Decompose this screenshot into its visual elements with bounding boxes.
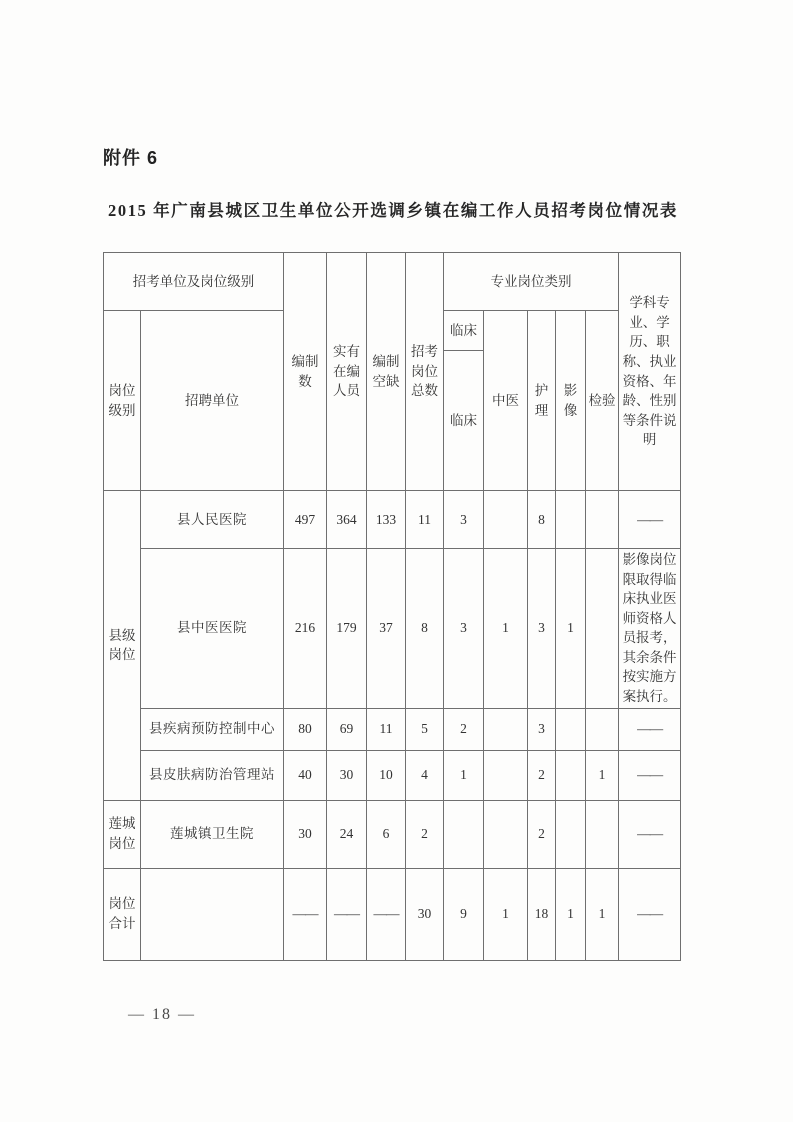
- cell-clinical: 2: [444, 708, 484, 750]
- header-actual-staff: 实有在编人员: [327, 253, 367, 491]
- attachment-label: 附件 6: [103, 148, 159, 168]
- header-recruiting-unit: 招聘单位: [141, 311, 284, 491]
- cell-imaging: [556, 708, 586, 750]
- group-label-liancheng: 莲城岗位: [104, 800, 141, 868]
- table-row: [104, 549, 681, 709]
- cell-vacancy: 37: [367, 549, 406, 709]
- cell-lab: 1: [586, 868, 619, 960]
- cell-total: 11: [406, 491, 444, 549]
- table-row: [104, 491, 681, 549]
- cell-nursing: 3: [528, 549, 556, 709]
- cell-actual: ——: [327, 868, 367, 960]
- cell-lab: [586, 491, 619, 549]
- cell-clinical: 1: [444, 750, 484, 800]
- cell-nursing: 8: [528, 491, 556, 549]
- cell-conditions: ——: [619, 491, 681, 549]
- cell-total: 30: [406, 868, 444, 960]
- header-staffing-quota: 编制数: [284, 253, 327, 491]
- cell-vacancy: 11: [367, 708, 406, 750]
- cell-actual: 30: [327, 750, 367, 800]
- cell-total: 8: [406, 549, 444, 709]
- cell-quota: 80: [284, 708, 327, 750]
- table-row: [104, 750, 681, 800]
- header-row-top: [104, 253, 681, 311]
- cell-unit: 县中医医院: [141, 549, 284, 709]
- cell-nursing: 2: [528, 800, 556, 868]
- cell-quota: 216: [284, 549, 327, 709]
- cell-nursing: 18: [528, 868, 556, 960]
- cell-lab: [586, 708, 619, 750]
- header-imaging: 影像: [556, 311, 586, 491]
- cell-imaging: 1: [556, 868, 586, 960]
- cell-conditions: ——: [619, 868, 681, 960]
- cell-vacancy: 133: [367, 491, 406, 549]
- table-row: [104, 800, 681, 868]
- total-row: [104, 868, 681, 960]
- cell-lab: 1: [586, 750, 619, 800]
- cell-conditions: ——: [619, 800, 681, 868]
- header-clinical-upper: 临床: [444, 311, 484, 351]
- cell-clinical: 3: [444, 549, 484, 709]
- cell-imaging: [556, 750, 586, 800]
- header-position-level: 岗位级别: [104, 311, 141, 491]
- cell-actual: 24: [327, 800, 367, 868]
- cell-quota: ——: [284, 868, 327, 960]
- cell-tcm: [484, 491, 528, 549]
- cell-total: 5: [406, 708, 444, 750]
- cell-imaging: [556, 800, 586, 868]
- cell-total: 4: [406, 750, 444, 800]
- header-specialty-group: 专业岗位类别: [444, 253, 619, 311]
- cell-tcm: [484, 800, 528, 868]
- cell-actual: 69: [327, 708, 367, 750]
- cell-unit-empty: [141, 868, 284, 960]
- header-clinical-lower: 临床: [444, 351, 484, 491]
- cell-lab: [586, 549, 619, 709]
- cell-tcm: 1: [484, 549, 528, 709]
- cell-conditions-note: 影像岗位限取得临床执业医师资格人员报考，其余条件按实施方案执行。: [619, 549, 681, 709]
- cell-quota: 30: [284, 800, 327, 868]
- header-staffing-vacancy: 编制空缺: [367, 253, 406, 491]
- group-label-county: 县级岗位: [104, 491, 141, 801]
- page-number: — 18 —: [128, 1006, 196, 1023]
- cell-vacancy: ——: [367, 868, 406, 960]
- total-row-label: 岗位合计: [104, 868, 141, 960]
- cell-actual: 179: [327, 549, 367, 709]
- header-tcm: 中医: [484, 311, 528, 491]
- document-title: 2015 年广南县城区卫生单位公开选调乡镇在编工作人员招考岗位情况表: [108, 201, 679, 220]
- table-row: [104, 708, 681, 750]
- cell-nursing: 2: [528, 750, 556, 800]
- header-unit-and-level: 招考单位及岗位级别: [104, 253, 284, 311]
- cell-clinical: 9: [444, 868, 484, 960]
- cell-conditions: ——: [619, 750, 681, 800]
- cell-nursing: 3: [528, 708, 556, 750]
- cell-tcm: 1: [484, 868, 528, 960]
- header-nursing: 护理: [528, 311, 556, 491]
- cell-tcm: [484, 708, 528, 750]
- recruitment-positions-table: [103, 252, 681, 961]
- cell-unit: 县疾病预防控制中心: [141, 708, 284, 750]
- cell-vacancy: 6: [367, 800, 406, 868]
- cell-clinical: 3: [444, 491, 484, 549]
- cell-unit: 县皮肤病防治管理站: [141, 750, 284, 800]
- cell-unit: 莲城镇卫生院: [141, 800, 284, 868]
- cell-quota: 40: [284, 750, 327, 800]
- cell-tcm: [484, 750, 528, 800]
- cell-imaging: [556, 491, 586, 549]
- header-conditions: 学科专业、学历、职称、执业资格、年龄、性别等条件说明: [619, 253, 681, 491]
- cell-total: 2: [406, 800, 444, 868]
- cell-actual: 364: [327, 491, 367, 549]
- cell-quota: 497: [284, 491, 327, 549]
- cell-conditions: ——: [619, 708, 681, 750]
- cell-imaging: 1: [556, 549, 586, 709]
- header-lab-test: 检验: [586, 311, 619, 491]
- cell-clinical: [444, 800, 484, 868]
- header-total-positions: 招考岗位总数: [406, 253, 444, 491]
- cell-vacancy: 10: [367, 750, 406, 800]
- cell-lab: [586, 800, 619, 868]
- cell-unit: 县人民医院: [141, 491, 284, 549]
